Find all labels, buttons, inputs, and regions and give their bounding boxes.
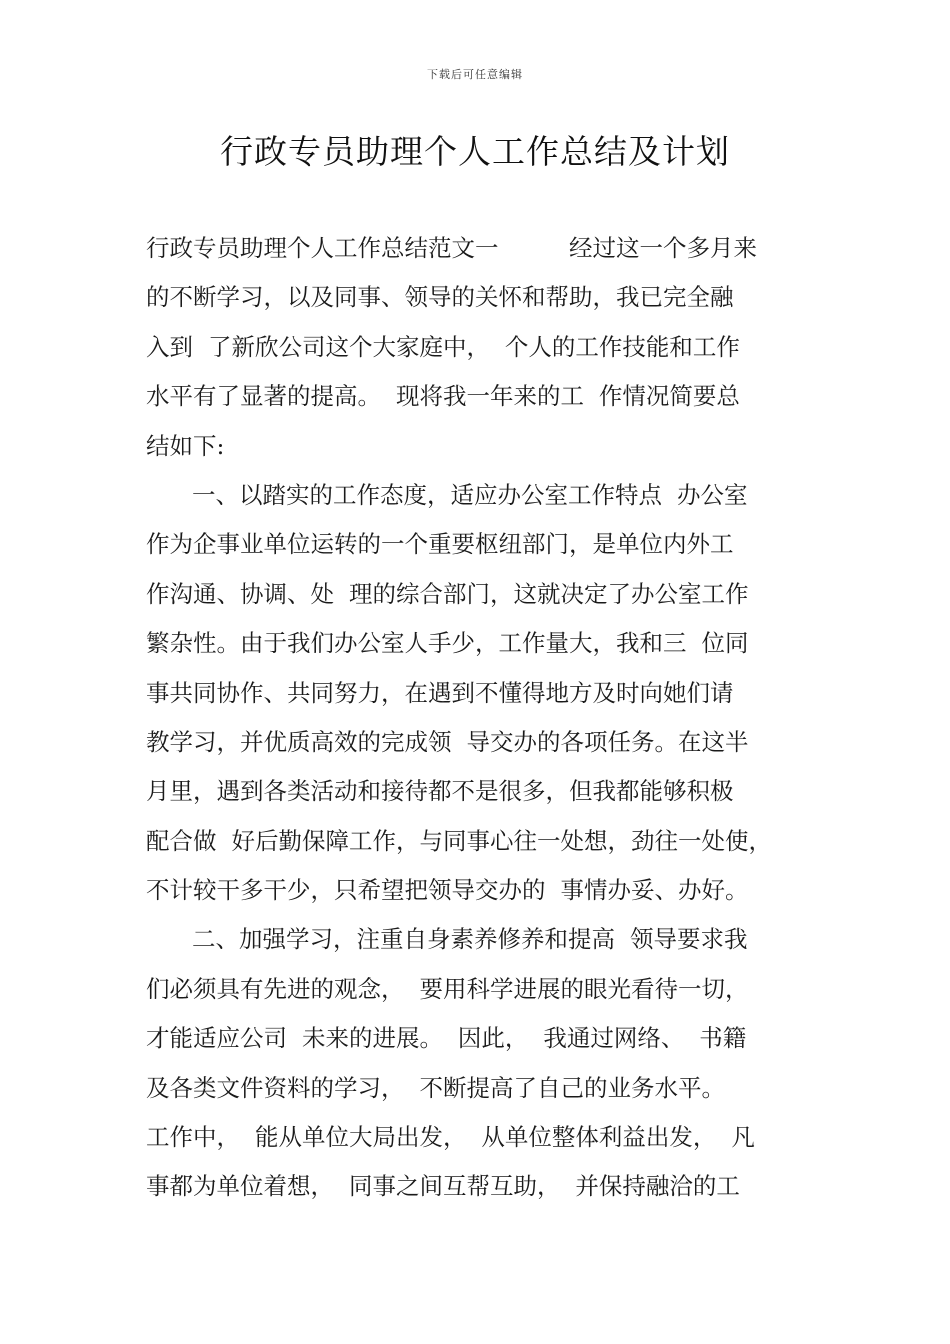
text-line: 水平有了显著的提高。 现将我一年来的工 作情况简要总	[146, 382, 740, 411]
text-line: 事共同协作、共同努力，在遇到不懂得地方及时向她们请	[146, 678, 734, 707]
download-note: 下载后可任意编辑	[427, 68, 523, 81]
text-line: 们必须具有先进的观念， 要用科学进展的眼光看待一切，	[146, 974, 749, 1003]
text-line: 行政专员助理个人工作总结范文一 经过这一个多月来	[146, 234, 757, 262]
document-body	[146, 224, 806, 1212]
text-line: 二、加强学习，注重自身素养修养和提高 领导要求我	[192, 925, 748, 954]
text-line: 教学习，并优质高效的完成领 导交办的各项任务。在这半	[146, 727, 749, 756]
text-line: 才能适应公司 未来的进展。 因此， 我通过网络、 书籍	[146, 1024, 747, 1053]
text-line: 月里，遇到各类活动和接待都不是很多，但我都能够积极	[146, 777, 734, 806]
paragraph-section-two	[146, 915, 806, 1211]
text-line: 及各类文件资料的学习， 不断提高了自己的业务水平。	[146, 1073, 725, 1102]
text-line: 不计较干多干少，只希望把领导交办的 事情办妥、办好。	[146, 876, 749, 905]
text-line: 结如下:	[146, 431, 225, 460]
text-line: 作为企事业单位运转的一个重要枢纽部门，是单位内外工	[146, 530, 734, 559]
text-line: 作沟通、协调、处 理的综合部门，这就决定了办公室工作	[146, 579, 749, 608]
text-line: 事都为单位着想， 同事之间互帮互助， 并保持融洽的工	[146, 1172, 740, 1201]
text-line: 配合做 好后勤保障工作，与同事心往一处想，劲往一处使，	[146, 826, 772, 855]
text-line: 入到 了新欣公司这个大家庭中， 个人的工作技能和工作	[146, 332, 740, 361]
text-line: 一、以踏实的工作态度，适应办公室工作特点 办公室	[192, 480, 748, 509]
text-line: 繁杂性。由于我们办公室人手少，工作量大，我和三 位同	[146, 629, 749, 658]
text-line: 工作中， 能从单位大局出发， 从单位整体利益出发， 凡	[146, 1123, 755, 1152]
paragraph-intro	[146, 224, 806, 471]
paragraph-section-one	[146, 471, 806, 916]
document-title: 行政专员助理个人工作总结及计划	[220, 132, 730, 171]
text-line: 的不断学习，以及同事、领导的关怀和帮助，我已完全融	[146, 283, 734, 312]
